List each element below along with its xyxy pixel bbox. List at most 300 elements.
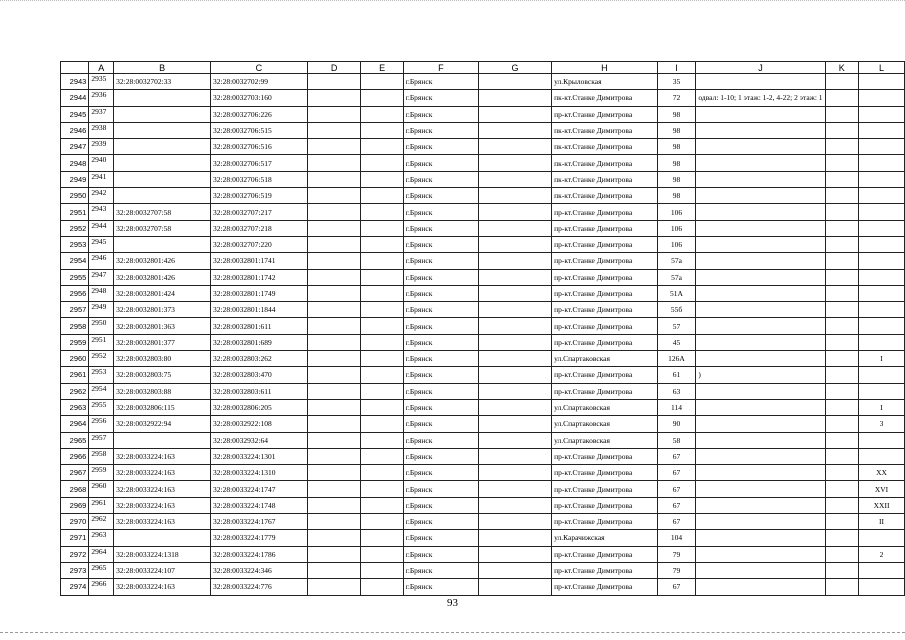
cell-d[interactable] — [307, 530, 361, 546]
cell-a[interactable]: 2939 — [89, 139, 114, 155]
cell-d[interactable] — [307, 351, 361, 367]
cell-d[interactable] — [307, 448, 361, 464]
cell-l[interactable]: 2 — [859, 546, 905, 562]
cell-j[interactable] — [696, 351, 825, 367]
cell-j[interactable] — [696, 269, 825, 285]
cell-c[interactable]: 32:28:0033224:1786 — [210, 546, 307, 562]
cell-f[interactable]: г.Брянск — [403, 530, 478, 546]
cell-f[interactable]: г.Брянск — [403, 155, 478, 171]
cell-f[interactable]: г.Брянск — [403, 139, 478, 155]
cell-f[interactable]: г.Брянск — [403, 432, 478, 448]
cell-j[interactable] — [696, 465, 825, 481]
cell-d[interactable] — [307, 139, 361, 155]
cell-l[interactable] — [859, 367, 905, 383]
cell-e[interactable] — [361, 562, 403, 578]
cell-l[interactable] — [859, 432, 905, 448]
cell-f[interactable]: г.Брянск — [403, 253, 478, 269]
row-number[interactable]: 2947 — [61, 139, 89, 155]
cell-j[interactable] — [696, 514, 825, 530]
cell-g[interactable] — [479, 497, 552, 513]
cell-c[interactable]: 32:28:0032707:218 — [210, 220, 307, 236]
cell-b[interactable]: 32:28:0033224:163 — [114, 481, 211, 497]
cell-e[interactable] — [361, 546, 403, 562]
cell-i[interactable]: 98 — [657, 122, 696, 138]
cell-l[interactable]: 3 — [859, 416, 905, 432]
cell-e[interactable] — [361, 188, 403, 204]
cell-k[interactable] — [825, 74, 858, 90]
cell-j[interactable] — [696, 253, 825, 269]
cell-k[interactable] — [825, 155, 858, 171]
cell-h[interactable]: ул.Спартаковская — [552, 416, 658, 432]
cell-b[interactable]: 32:28:0033224:163 — [114, 579, 211, 595]
cell-b[interactable]: 32:28:0033224:107 — [114, 562, 211, 578]
cell-b[interactable] — [114, 236, 211, 252]
cell-g[interactable] — [479, 448, 552, 464]
row-number[interactable]: 2967 — [61, 465, 89, 481]
cell-d[interactable] — [307, 188, 361, 204]
cell-c[interactable]: 32:28:0032706:519 — [210, 188, 307, 204]
cell-k[interactable] — [825, 579, 858, 595]
cell-l[interactable] — [859, 139, 905, 155]
cell-g[interactable] — [479, 514, 552, 530]
cell-i[interactable]: 57а — [657, 253, 696, 269]
cell-e[interactable] — [361, 448, 403, 464]
cell-f[interactable]: г.Брянск — [403, 448, 478, 464]
cell-a[interactable]: 2954 — [89, 383, 114, 399]
cell-e[interactable] — [361, 122, 403, 138]
cell-l[interactable] — [859, 188, 905, 204]
row-number[interactable]: 2960 — [61, 351, 89, 367]
cell-c[interactable]: 32:28:0032706:226 — [210, 106, 307, 122]
cell-k[interactable] — [825, 465, 858, 481]
cell-l[interactable] — [859, 74, 905, 90]
cell-c[interactable]: 32:28:0033224:1767 — [210, 514, 307, 530]
cell-l[interactable] — [859, 269, 905, 285]
cell-k[interactable] — [825, 139, 858, 155]
cell-i[interactable]: 126А — [657, 351, 696, 367]
cell-d[interactable] — [307, 334, 361, 350]
row-number[interactable]: 2958 — [61, 318, 89, 334]
cell-k[interactable] — [825, 122, 858, 138]
cell-h[interactable]: ул.Спартаковская — [552, 432, 658, 448]
cell-c[interactable]: 32:28:0032932:64 — [210, 432, 307, 448]
cell-b[interactable]: 32:28:0033224:163 — [114, 448, 211, 464]
cell-d[interactable] — [307, 253, 361, 269]
row-number[interactable]: 2952 — [61, 220, 89, 236]
cell-j[interactable] — [696, 399, 825, 415]
cell-b[interactable]: 32:28:0032922:94 — [114, 416, 211, 432]
cell-l[interactable] — [859, 155, 905, 171]
cell-d[interactable] — [307, 497, 361, 513]
cell-b[interactable]: 32:28:0032803:88 — [114, 383, 211, 399]
cell-d[interactable] — [307, 399, 361, 415]
cell-a[interactable]: 2940 — [89, 155, 114, 171]
cell-l[interactable] — [859, 302, 905, 318]
cell-i[interactable]: 58 — [657, 432, 696, 448]
cell-f[interactable]: г.Брянск — [403, 514, 478, 530]
column-header-d[interactable]: D — [307, 62, 361, 74]
row-number[interactable]: 2944 — [61, 90, 89, 106]
cell-j[interactable]: одвал: 1-10; 1 этаж: 1-2, 4-22; 2 этаж: 1 — [696, 90, 825, 106]
cell-l[interactable] — [859, 318, 905, 334]
cell-a[interactable]: 2966 — [89, 579, 114, 595]
cell-c[interactable]: 32:28:0032702:99 — [210, 74, 307, 90]
cell-h[interactable]: пр-кт.Станке Димитрова — [552, 285, 658, 301]
cell-i[interactable]: 45 — [657, 334, 696, 350]
cell-e[interactable] — [361, 171, 403, 187]
cell-c[interactable]: 32:28:0033224:776 — [210, 579, 307, 595]
row-number[interactable]: 2970 — [61, 514, 89, 530]
cell-d[interactable] — [307, 416, 361, 432]
cell-b[interactable] — [114, 188, 211, 204]
cell-a[interactable]: 2947 — [89, 269, 114, 285]
cell-i[interactable]: 98 — [657, 171, 696, 187]
cell-b[interactable] — [114, 122, 211, 138]
cell-c[interactable]: 32:28:0032803:611 — [210, 383, 307, 399]
cell-d[interactable] — [307, 432, 361, 448]
cell-e[interactable] — [361, 497, 403, 513]
cell-j[interactable] — [696, 318, 825, 334]
cell-l[interactable] — [859, 236, 905, 252]
cell-f[interactable]: г.Брянск — [403, 367, 478, 383]
cell-g[interactable] — [479, 269, 552, 285]
cell-k[interactable] — [825, 383, 858, 399]
cell-d[interactable] — [307, 74, 361, 90]
cell-a[interactable]: 2948 — [89, 285, 114, 301]
cell-a[interactable]: 2965 — [89, 562, 114, 578]
cell-i[interactable]: 72 — [657, 90, 696, 106]
cell-b[interactable]: 32:28:0032707:58 — [114, 220, 211, 236]
cell-l[interactable] — [859, 285, 905, 301]
cell-b[interactable]: 32:28:0032801:426 — [114, 253, 211, 269]
cell-f[interactable]: г.Брянск — [403, 122, 478, 138]
cell-f[interactable]: г.Брянск — [403, 106, 478, 122]
cell-l[interactable] — [859, 122, 905, 138]
cell-b[interactable]: 32:28:0033224:163 — [114, 497, 211, 513]
cell-h[interactable]: ул.Карачижская — [552, 530, 658, 546]
cell-b[interactable] — [114, 171, 211, 187]
cell-c[interactable]: 32:28:0032801:611 — [210, 318, 307, 334]
cell-i[interactable]: 55б — [657, 302, 696, 318]
cell-a[interactable]: 2956 — [89, 416, 114, 432]
cell-d[interactable] — [307, 106, 361, 122]
cell-c[interactable]: 32:28:0032707:220 — [210, 236, 307, 252]
cell-b[interactable]: 32:28:0033224:163 — [114, 465, 211, 481]
row-number[interactable]: 2948 — [61, 155, 89, 171]
column-header-b[interactable]: B — [114, 62, 211, 74]
cell-g[interactable] — [479, 106, 552, 122]
row-number[interactable]: 2973 — [61, 562, 89, 578]
cell-e[interactable] — [361, 383, 403, 399]
cell-b[interactable]: 32:28:0032801:426 — [114, 269, 211, 285]
row-number[interactable]: 2974 — [61, 579, 89, 595]
cell-b[interactable]: 32:28:0032702:33 — [114, 74, 211, 90]
cell-f[interactable]: г.Брянск — [403, 334, 478, 350]
cell-f[interactable]: г.Брянск — [403, 204, 478, 220]
cell-i[interactable]: 106 — [657, 220, 696, 236]
cell-b[interactable] — [114, 155, 211, 171]
cell-f[interactable]: г.Брянск — [403, 318, 478, 334]
cell-e[interactable] — [361, 155, 403, 171]
cell-j[interactable] — [696, 122, 825, 138]
cell-g[interactable] — [479, 155, 552, 171]
cell-j[interactable] — [696, 481, 825, 497]
cell-h[interactable]: пр-кт.Станке Димитрова — [552, 269, 658, 285]
cell-f[interactable]: г.Брянск — [403, 285, 478, 301]
cell-j[interactable] — [696, 562, 825, 578]
cell-j[interactable] — [696, 139, 825, 155]
cell-d[interactable] — [307, 204, 361, 220]
cell-c[interactable]: 32:28:0033224:1310 — [210, 465, 307, 481]
cell-h[interactable]: пр-кт.Станке Димитрова — [552, 253, 658, 269]
cell-e[interactable] — [361, 253, 403, 269]
cell-e[interactable] — [361, 465, 403, 481]
cell-h[interactable]: пр-кт.Станке Димитрова — [552, 334, 658, 350]
row-number[interactable]: 2943 — [61, 74, 89, 90]
cell-h[interactable]: ул.Крыловская — [552, 74, 658, 90]
cell-h[interactable]: пр-кт.Станке Димитрова — [552, 220, 658, 236]
column-header-h[interactable]: H — [552, 62, 658, 74]
cell-i[interactable]: 98 — [657, 139, 696, 155]
cell-a[interactable]: 2953 — [89, 367, 114, 383]
cell-g[interactable] — [479, 74, 552, 90]
row-number[interactable]: 2949 — [61, 171, 89, 187]
cell-c[interactable]: 32:28:0033224:1301 — [210, 448, 307, 464]
cell-c[interactable]: 32:28:0032706:517 — [210, 155, 307, 171]
cell-g[interactable] — [479, 367, 552, 383]
cell-k[interactable] — [825, 530, 858, 546]
cell-j[interactable] — [696, 302, 825, 318]
cell-d[interactable] — [307, 220, 361, 236]
cell-a[interactable]: 2935 — [89, 74, 114, 90]
cell-e[interactable] — [361, 90, 403, 106]
cell-e[interactable] — [361, 351, 403, 367]
cell-j[interactable] — [696, 106, 825, 122]
cell-k[interactable] — [825, 481, 858, 497]
cell-j[interactable]: ) — [696, 367, 825, 383]
cell-f[interactable]: г.Брянск — [403, 171, 478, 187]
cell-b[interactable] — [114, 106, 211, 122]
cell-c[interactable]: 32:28:0032801:1749 — [210, 285, 307, 301]
cell-j[interactable] — [696, 74, 825, 90]
cell-h[interactable]: пк-кт.Станке Димитрова — [552, 139, 658, 155]
cell-f[interactable]: г.Брянск — [403, 351, 478, 367]
cell-d[interactable] — [307, 122, 361, 138]
cell-k[interactable] — [825, 546, 858, 562]
cell-a[interactable]: 2958 — [89, 448, 114, 464]
cell-l[interactable]: XXII — [859, 497, 905, 513]
cell-c[interactable]: 32:28:0032803:262 — [210, 351, 307, 367]
cell-k[interactable] — [825, 285, 858, 301]
cell-g[interactable] — [479, 579, 552, 595]
cell-c[interactable]: 32:28:0032706:518 — [210, 171, 307, 187]
cell-f[interactable]: г.Брянск — [403, 562, 478, 578]
cell-i[interactable]: 57а — [657, 269, 696, 285]
cell-k[interactable] — [825, 318, 858, 334]
cell-h[interactable]: пр-кт.Станке Димитрова — [552, 318, 658, 334]
cell-k[interactable] — [825, 432, 858, 448]
cell-f[interactable]: г.Брянск — [403, 546, 478, 562]
column-header-j[interactable]: J — [696, 62, 825, 74]
cell-a[interactable]: 2942 — [89, 188, 114, 204]
column-header-g[interactable]: G — [479, 62, 552, 74]
cell-b[interactable] — [114, 90, 211, 106]
cell-c[interactable]: 32:28:0032803:470 — [210, 367, 307, 383]
cell-k[interactable] — [825, 302, 858, 318]
cell-h[interactable]: ул.Спартаковская — [552, 399, 658, 415]
cell-j[interactable] — [696, 448, 825, 464]
cell-g[interactable] — [479, 383, 552, 399]
cell-l[interactable] — [859, 90, 905, 106]
cell-l[interactable] — [859, 253, 905, 269]
cell-e[interactable] — [361, 302, 403, 318]
row-number[interactable]: 2951 — [61, 204, 89, 220]
cell-l[interactable] — [859, 106, 905, 122]
column-header-f[interactable]: F — [403, 62, 478, 74]
cell-h[interactable]: пр-кт.Станке Димитрова — [552, 562, 658, 578]
cell-a[interactable]: 2950 — [89, 318, 114, 334]
cell-h[interactable]: пр-кт.Станке Димитрова — [552, 481, 658, 497]
cell-i[interactable]: 79 — [657, 546, 696, 562]
cell-l[interactable]: I — [859, 351, 905, 367]
cell-f[interactable]: г.Брянск — [403, 416, 478, 432]
cell-a[interactable]: 2951 — [89, 334, 114, 350]
cell-a[interactable]: 2957 — [89, 432, 114, 448]
cell-f[interactable]: г.Брянск — [403, 74, 478, 90]
cell-i[interactable]: 106 — [657, 236, 696, 252]
cell-d[interactable] — [307, 562, 361, 578]
cell-l[interactable] — [859, 530, 905, 546]
cell-e[interactable] — [361, 334, 403, 350]
cell-j[interactable] — [696, 334, 825, 350]
row-number[interactable]: 2956 — [61, 285, 89, 301]
row-number[interactable]: 2961 — [61, 367, 89, 383]
cell-c[interactable]: 32:28:0033224:346 — [210, 562, 307, 578]
cell-d[interactable] — [307, 383, 361, 399]
cell-i[interactable]: 104 — [657, 530, 696, 546]
cell-b[interactable] — [114, 432, 211, 448]
cell-b[interactable]: 32:28:0032801:373 — [114, 302, 211, 318]
cell-a[interactable]: 2945 — [89, 236, 114, 252]
cell-f[interactable]: г.Брянск — [403, 220, 478, 236]
row-number[interactable]: 2945 — [61, 106, 89, 122]
cell-k[interactable] — [825, 220, 858, 236]
row-number[interactable]: 2968 — [61, 481, 89, 497]
cell-d[interactable] — [307, 302, 361, 318]
cell-k[interactable] — [825, 416, 858, 432]
cell-e[interactable] — [361, 514, 403, 530]
cell-h[interactable]: пр-кт.Станке Димитрова — [552, 383, 658, 399]
cell-h[interactable]: пк-кт.Станке Димитрова — [552, 122, 658, 138]
row-number[interactable]: 2963 — [61, 399, 89, 415]
cell-b[interactable]: 32:28:0032707:58 — [114, 204, 211, 220]
cell-l[interactable]: II — [859, 514, 905, 530]
cell-e[interactable] — [361, 204, 403, 220]
cell-h[interactable]: пр-кт.Станке Димитрова — [552, 579, 658, 595]
cell-k[interactable] — [825, 334, 858, 350]
cell-g[interactable] — [479, 302, 552, 318]
cell-g[interactable] — [479, 334, 552, 350]
cell-l[interactable] — [859, 383, 905, 399]
cell-f[interactable]: г.Брянск — [403, 188, 478, 204]
cell-l[interactable] — [859, 171, 905, 187]
cell-k[interactable] — [825, 399, 858, 415]
cell-i[interactable]: 67 — [657, 497, 696, 513]
cell-h[interactable]: пр-кт.Станке Димитрова — [552, 236, 658, 252]
cell-g[interactable] — [479, 139, 552, 155]
cell-g[interactable] — [479, 399, 552, 415]
cell-i[interactable]: 61 — [657, 367, 696, 383]
cell-g[interactable] — [479, 188, 552, 204]
cell-i[interactable]: 51А — [657, 285, 696, 301]
cell-e[interactable] — [361, 74, 403, 90]
cell-h[interactable]: пр-кт.Станке Димитрова — [552, 302, 658, 318]
cell-k[interactable] — [825, 367, 858, 383]
cell-g[interactable] — [479, 351, 552, 367]
cell-b[interactable]: 32:28:0032806:115 — [114, 399, 211, 415]
column-header-e[interactable]: E — [361, 62, 403, 74]
cell-i[interactable]: 67 — [657, 481, 696, 497]
cell-b[interactable] — [114, 139, 211, 155]
cell-a[interactable]: 2963 — [89, 530, 114, 546]
cell-a[interactable]: 2943 — [89, 204, 114, 220]
cell-i[interactable]: 35 — [657, 74, 696, 90]
cell-a[interactable]: 2937 — [89, 106, 114, 122]
cell-d[interactable] — [307, 285, 361, 301]
cell-l[interactable] — [859, 562, 905, 578]
cell-a[interactable]: 2938 — [89, 122, 114, 138]
row-number[interactable]: 2972 — [61, 546, 89, 562]
cell-c[interactable]: 32:28:0032806:205 — [210, 399, 307, 415]
cell-b[interactable]: 32:28:0033224:1318 — [114, 546, 211, 562]
cell-i[interactable]: 67 — [657, 579, 696, 595]
cell-k[interactable] — [825, 351, 858, 367]
cell-f[interactable]: г.Брянск — [403, 481, 478, 497]
cell-f[interactable]: г.Брянск — [403, 90, 478, 106]
cell-b[interactable] — [114, 530, 211, 546]
cell-a[interactable]: 2949 — [89, 302, 114, 318]
cell-e[interactable] — [361, 139, 403, 155]
cell-i[interactable]: 79 — [657, 562, 696, 578]
cell-g[interactable] — [479, 318, 552, 334]
cell-d[interactable] — [307, 579, 361, 595]
cell-l[interactable]: XX — [859, 465, 905, 481]
row-number[interactable]: 2966 — [61, 448, 89, 464]
cell-g[interactable] — [479, 481, 552, 497]
cell-g[interactable] — [479, 171, 552, 187]
cell-h[interactable]: пк-кт.Станке Димитрова — [552, 90, 658, 106]
cell-i[interactable]: 106 — [657, 204, 696, 220]
cell-e[interactable] — [361, 220, 403, 236]
cell-i[interactable]: 67 — [657, 448, 696, 464]
column-header-l[interactable]: L — [859, 62, 905, 74]
cell-l[interactable] — [859, 334, 905, 350]
cell-g[interactable] — [479, 236, 552, 252]
cell-d[interactable] — [307, 465, 361, 481]
row-number[interactable]: 2954 — [61, 253, 89, 269]
cell-e[interactable] — [361, 432, 403, 448]
cell-h[interactable]: пр-кт.Станке Димитрова — [552, 465, 658, 481]
cell-a[interactable]: 2955 — [89, 399, 114, 415]
cell-j[interactable] — [696, 204, 825, 220]
cell-i[interactable]: 90 — [657, 416, 696, 432]
cell-e[interactable] — [361, 106, 403, 122]
cell-g[interactable] — [479, 546, 552, 562]
cell-g[interactable] — [479, 432, 552, 448]
cell-h[interactable]: пр-кт.Станке Димитрова — [552, 448, 658, 464]
cell-f[interactable]: г.Брянск — [403, 236, 478, 252]
cell-c[interactable]: 32:28:0032706:516 — [210, 139, 307, 155]
